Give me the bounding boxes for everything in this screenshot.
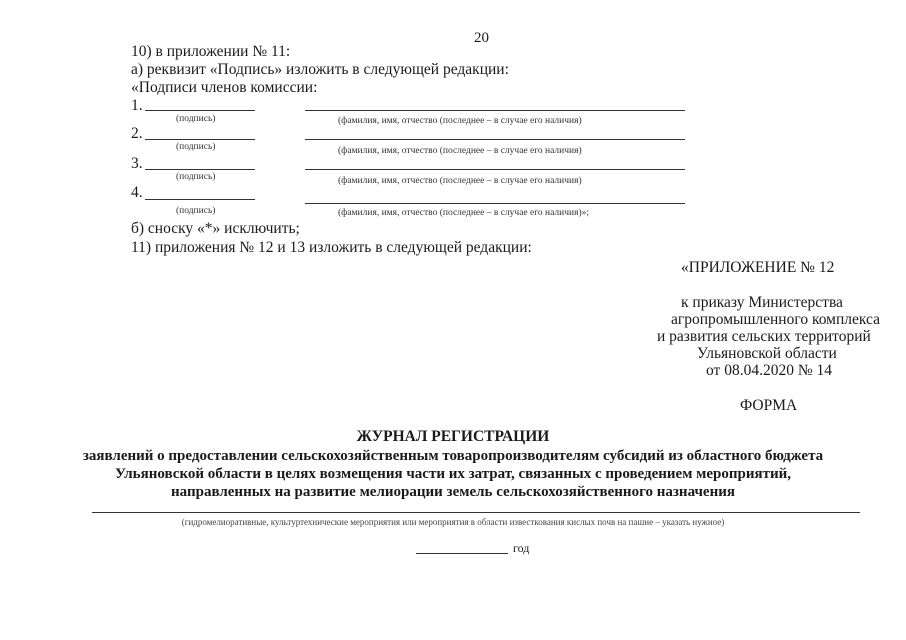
name-caption: (фамилия, имя, отчество (последнее – в случае его наличия) [338,116,582,126]
measures-caption: (гидромелиоративные, культуртехнические мероприятия или мероприятия в области известкования кислых почв на пашне – указать нужное) [181,517,725,527]
measures-line [92,512,860,513]
name-line [305,110,685,111]
page-number: 20 [474,30,489,46]
name-line [305,169,685,170]
appendix-line-1: к приказу Министерства [681,294,843,311]
appendix-line-4: Ульяновской области [697,345,837,362]
name-caption: (фамилия, имя, отчество (последнее – в случае его наличия)»; [338,208,589,218]
form-label: ФОРМА [740,397,798,414]
journal-title: ЖУРНАЛ РЕГИСТРАЦИИ [356,428,550,445]
signature-row-number: 1. [131,97,143,114]
name-caption: (фамилия, имя, отчество (последнее – в случае его наличия) [338,176,582,186]
name-line [305,203,685,204]
name-line [305,139,685,140]
item10-heading: 10) в приложении № 11: [131,43,291,60]
signature-line [145,110,255,111]
name-caption: (фамилия, имя, отчество (последнее – в случае его наличия) [338,146,582,156]
journal-subtitle-line-1: заявлений о предоставлении сельскохозяйственным товаропроизводителям субсидий из областного бюджета [82,448,824,464]
journal-subtitle-line-2: Ульяновской области в целях возмещения части их затрат, связанных с проведением мероприятий, [114,466,792,482]
signature-caption: (подпись) [176,114,216,124]
signatures-title: «Подписи членов комиссии: [131,79,318,96]
signature-caption: (подпись) [176,172,216,182]
appendix-line-3: и развития сельских территорий [657,328,871,345]
year-line [416,553,508,554]
signature-caption: (подпись) [176,206,216,216]
appendix-line-2: агропромышленного комплекса [671,311,880,328]
signature-line [145,169,255,170]
appendix-title: «ПРИЛОЖЕНИЕ № 12 [681,259,835,276]
signature-caption: (подпись) [176,142,216,152]
signature-row-number: 4. [131,184,143,201]
appendix-line-5: от 08.04.2020 № 14 [706,362,832,379]
signature-line [145,199,255,200]
year-label: год [513,541,530,555]
signature-row-number: 2. [131,125,143,142]
journal-subtitle-line-3: направленных на развитие мелиорации земель сельскохозяйственного назначения [171,484,735,500]
item10-sub-a: а) реквизит «Подпись» изложить в следующей редакции: [131,61,509,78]
item10-sub-b: б) сноску «*» исключить; [131,220,300,237]
signature-row-number: 3. [131,155,143,172]
item11-text: 11) приложения № 12 и 13 изложить в следующей редакции: [131,239,532,256]
signature-line [145,139,255,140]
